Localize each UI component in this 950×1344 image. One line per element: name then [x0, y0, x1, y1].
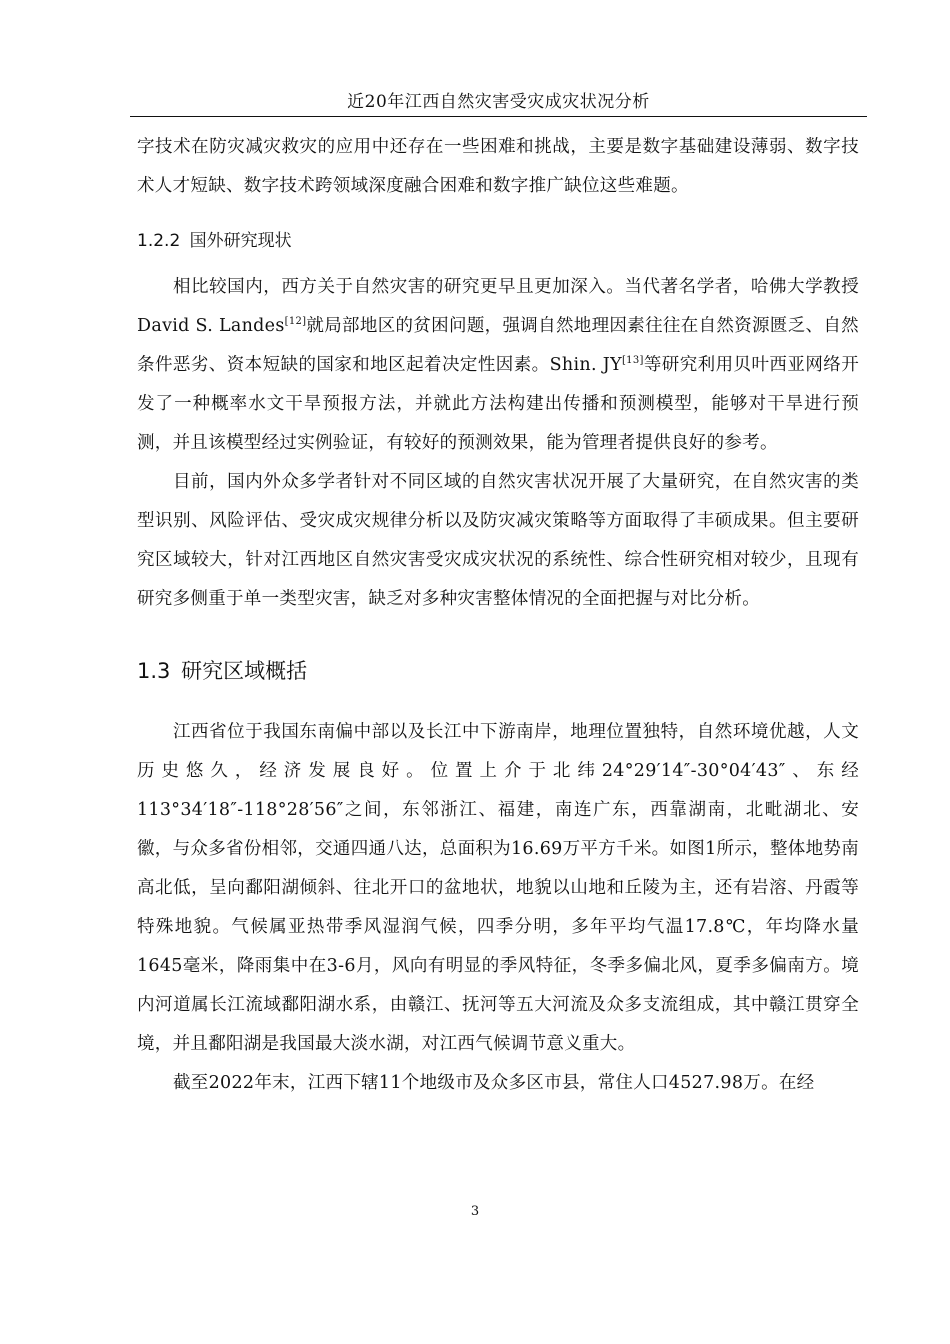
section-number: 1.2.2 [137, 231, 181, 251]
citation-13: [13] [621, 355, 644, 366]
running-header: 近20年江西自然灾害受灾成灾状况分析 [347, 92, 650, 112]
citation-12: [12] [284, 316, 307, 327]
section-title: 国外研究现状 [189, 231, 292, 251]
section-heading-1-3 [137, 651, 859, 691]
paragraph-text: 相比较国内，西方关于自然灾害的研究更早且更加深入。当代著名学者，哈佛大学教授David S. Landes [137, 277, 859, 336]
paragraph-population: 截至2022年末，江西下辖11个地级市及众多区市县，常住人口4527.98万。在经 [173, 1073, 815, 1093]
paragraph-text: 等研究利用贝叶西亚网络开发了一种概率水文干旱预报方法，并就此方法构建出传播和预测模型，能够对干旱进行预测，并且该模型经过实例验证，有较好的预测效果，能为管理者提供良好的参考。 [137, 355, 859, 453]
page-number: 3 [470, 1204, 480, 1219]
paragraph-research-summary: 目前，国内外众多学者针对不同区域的自然灾害状况开展了大量研究，在自然灾害的类型识别、风险评估、受灾成灾规律分析以及防灾减灾策略等方面取得了丰硕成果。但主要研究区域较大，针对江西地区自然灾害受灾成灾状况的系统性、综合性研究相对较少，且现有研究多侧重于单一类型灾害，缺乏对多种灾害整体情况的全面把握与对比分析。 [137, 472, 859, 609]
paragraph-foreign-research [137, 268, 859, 463]
section-number: 1.3 [137, 659, 171, 683]
page-body [137, 128, 859, 1103]
section-title: 研究区域概括 [181, 659, 308, 683]
paragraph-continuation: 字技术在防灾减灾救灾的应用中还存在一些困难和挑战，主要是数字基础建设薄弱、数字技术人才短缺、数字技术跨领域深度融合困难和数字推广缺位这些难题。 [137, 137, 859, 196]
section-heading-1-2-2 [137, 224, 859, 258]
paragraph-region-overview: 江西省位于我国东南偏中部以及长江中下游南岸，地理位置独特，自然环境优越，人文历史悠久，经济发展良好。位置上介于北纬24°29′14″-30°04′43″、东经113°34′18″-118°28′56″之间，东邻浙江、福建，南连广东，西靠湖南，北毗湖北、安徽，与众多省份相邻，交通四通八达，总面积为16.69万平方千米。如图1所示，整体地势南高北低，呈向鄱阳湖倾斜、往北开口的盆地状，地貌以山地和丘陵为主，还有岩溶、丹霞等特殊地貌。气候属亚热带季风湿润气候，四季分明，多年平均气温17.8℃，年均降水量1645毫米，降雨集中在3-6月，风向有明显的季风特征，冬季多偏北风，夏季多偏南方。境内河道属长江流域鄱阳湖水系，由赣江、抚河等五大河流及众多支流组成，其中赣江贯穿全境，并且鄱阳湖是我国最大淡水湖，对江西气候调节意义重大。 [137, 722, 859, 1054]
header-rule [130, 116, 867, 117]
paragraph-text: 就局部地区的贫困问题，强调自然地理因素往往在自然资源匮乏、自然条件恶劣、资本短缺的国家和地区起着决定性因素。Shin. JY [137, 316, 859, 375]
